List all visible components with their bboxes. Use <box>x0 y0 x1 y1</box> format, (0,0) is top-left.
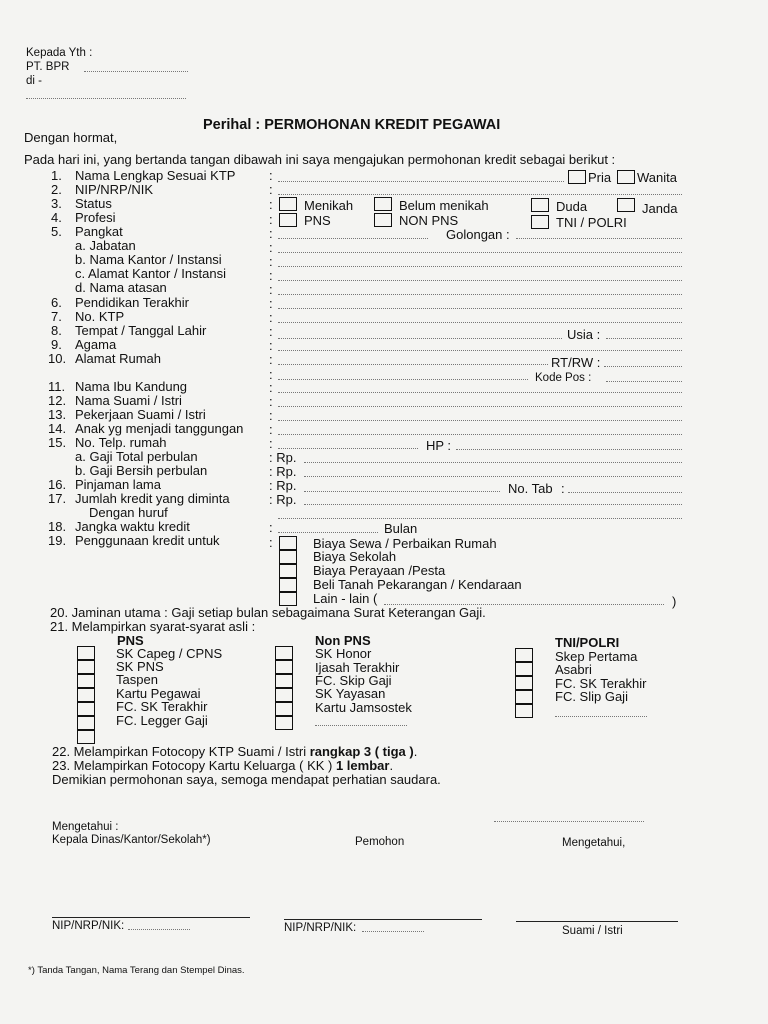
field-label-status: Status <box>75 196 112 211</box>
location-label: di - <box>26 75 42 87</box>
status-married-label: Menikah <box>304 198 354 213</box>
item-number: 5. <box>51 224 62 239</box>
office-name-field[interactable] <box>278 266 682 267</box>
req-checkbox[interactable] <box>77 660 95 674</box>
req-checkbox[interactable] <box>275 674 293 688</box>
usage-other-checkbox[interactable] <box>279 592 297 606</box>
status-widower-checkbox[interactable] <box>531 198 549 212</box>
field-label-net-salary: b. Gaji Bersih perbulan <box>75 463 208 478</box>
colon: : <box>269 408 273 423</box>
req-nonpns-item: SK Honor <box>315 646 372 661</box>
tnipolri-heading: TNI/POLRI <box>555 635 620 650</box>
gross-salary-field[interactable] <box>304 462 682 463</box>
rp-label: : Rp. <box>269 450 297 465</box>
religion-field[interactable] <box>278 350 682 351</box>
req-pns-item: Taspen <box>116 672 158 687</box>
req-checkbox[interactable] <box>275 716 293 730</box>
req-checkbox[interactable] <box>275 646 293 660</box>
usage-rent-checkbox[interactable] <box>279 536 297 550</box>
nonpns-heading: Non PNS <box>315 633 371 648</box>
nip-field[interactable] <box>278 194 682 195</box>
head-office-label: Kepala Dinas/Kantor/Sekolah*) <box>52 834 211 846</box>
field-label-office-name: b. Nama Kantor / Instansi <box>75 252 222 267</box>
field-label-amount-words: Dengan huruf <box>89 505 168 520</box>
ktp-field[interactable] <box>278 322 682 323</box>
closing-text: Demikian permohonan saya, semoga mendapat perhatian saudara. <box>52 772 441 787</box>
item-22: 22. Melampirkan Fotocopy KTP Suami / Istri rangkap 3 ( tiga ). <box>52 744 418 759</box>
colon: : <box>269 282 273 297</box>
req-tni-item: Skep Pertama <box>555 649 638 664</box>
field-label-full-name: Nama Lengkap Sesuai KTP <box>75 168 236 183</box>
item-number: 2. <box>51 182 62 197</box>
field-label-education: Pendidikan Terakhir <box>75 295 189 310</box>
colon: : <box>269 436 273 451</box>
dependents-field[interactable] <box>278 434 682 435</box>
field-label-credit-amount: Jumlah kredit yang diminta <box>75 491 230 506</box>
usage-school-checkbox[interactable] <box>279 550 297 564</box>
postal-code-field[interactable] <box>606 381 682 382</box>
req-tni-item: FC. SK Terakhir <box>555 676 647 691</box>
item-number: 9. <box>51 337 62 352</box>
status-widow-label: Janda <box>642 201 678 216</box>
req-checkbox[interactable] <box>515 704 533 718</box>
place-date-field[interactable] <box>494 821 644 822</box>
req-checkbox[interactable] <box>515 648 533 662</box>
age-label: Usia : <box>567 327 601 342</box>
greeting: Dengan hormat, <box>24 130 118 145</box>
req-checkbox[interactable] <box>515 690 533 704</box>
item-23: 23. Melampirkan Fotocopy Kartu Keluarga ( KK ) 1 lembar. <box>52 758 394 773</box>
status-single-checkbox[interactable] <box>374 197 392 211</box>
account-no-label: No. Tab <box>508 481 553 496</box>
req-nonpns-other-field[interactable] <box>315 725 407 726</box>
status-widow-checkbox[interactable] <box>617 198 635 212</box>
nip-head-field[interactable] <box>128 929 190 930</box>
colon: : <box>561 481 565 496</box>
item-number: 17. <box>48 491 67 506</box>
item-number: 14. <box>48 421 67 436</box>
golongan-field[interactable] <box>516 238 682 239</box>
field-label-rank: Pangkat <box>75 224 123 239</box>
golongan-label: Golongan : <box>446 227 510 242</box>
item-number: 10. <box>48 351 67 366</box>
field-label-position: a. Jabatan <box>75 238 136 253</box>
req-checkbox[interactable] <box>77 646 95 660</box>
profession-tni-label: TNI / POLRI <box>556 215 627 230</box>
pns-heading: PNS <box>117 633 144 648</box>
colon: : <box>269 338 273 353</box>
rank-field[interactable] <box>278 238 428 239</box>
item-20: 20. Jaminan utama : Gaji setiap bulan sebagaimana Surat Keterangan Gaji. <box>50 605 486 620</box>
gender-male-checkbox[interactable] <box>568 170 586 184</box>
bank-name-field[interactable] <box>84 71 188 72</box>
req-checkbox[interactable] <box>77 688 95 702</box>
gender-male-label: Pria <box>588 170 612 185</box>
req-pns-item: FC. Legger Gaji <box>116 713 208 728</box>
account-no-field[interactable] <box>568 492 682 493</box>
field-label-spouse-name: Nama Suami / Istri <box>75 393 182 408</box>
req-checkbox[interactable] <box>77 674 95 688</box>
item-number: 11. <box>48 379 66 394</box>
req-tni-item: Asabri <box>555 662 592 677</box>
req-checkbox[interactable] <box>275 660 293 674</box>
nip-applicant-label: NIP/NRP/NIK: <box>284 922 357 934</box>
education-field[interactable] <box>278 308 682 309</box>
colon: : <box>269 352 273 367</box>
req-checkbox[interactable] <box>515 676 533 690</box>
req-pns-item: FC. SK Terakhir <box>116 699 208 714</box>
birth-field[interactable] <box>278 338 562 339</box>
applicant-label: Pemohon <box>355 836 405 848</box>
field-label-gross-salary: a. Gaji Total perbulan <box>75 449 198 464</box>
item-21: 21. Melampirkan syarat-syarat asli : <box>50 619 256 634</box>
term-unit-label: Bulan <box>384 521 418 536</box>
colon: : <box>269 520 273 535</box>
profession-nonpns-checkbox[interactable] <box>374 213 392 227</box>
field-label-supervisor: d. Nama atasan <box>75 280 167 295</box>
colon: : <box>269 212 273 227</box>
spouse-name-field[interactable] <box>278 406 682 407</box>
req-nonpns-item: SK Yayasan <box>315 686 386 701</box>
postal-code-label: Kode Pos : <box>535 372 592 384</box>
field-label-term: Jangka waktu kredit <box>75 519 190 534</box>
supervisor-field[interactable] <box>278 294 682 295</box>
colon: : <box>269 422 273 437</box>
colon: : <box>269 197 273 212</box>
usage-party-label: Biaya Perayaan /Pesta <box>313 563 446 578</box>
home-address-line2-field[interactable] <box>278 379 528 380</box>
field-label-religion: Agama <box>75 337 117 352</box>
req-pns-item: SK PNS <box>116 659 164 674</box>
colon: : <box>269 324 273 339</box>
mother-name-field[interactable] <box>278 392 682 393</box>
item-number: 1. <box>51 168 62 183</box>
full-name-field[interactable] <box>278 181 564 182</box>
field-label-dependents: Anak yg menjadi tanggungan <box>75 421 244 436</box>
credit-amount-field[interactable] <box>304 504 682 505</box>
signature-line-spouse[interactable] <box>516 921 678 922</box>
item-number: 4. <box>51 210 62 225</box>
req-checkbox[interactable] <box>515 662 533 676</box>
req-tni-item: FC. Slip Gaji <box>555 689 628 704</box>
old-loan-field[interactable] <box>304 491 500 492</box>
item-number: 3. <box>51 196 62 211</box>
footnote: *) Tanda Tangan, Nama Terang dan Stempel Dinas. <box>28 965 245 976</box>
office-address-field[interactable] <box>278 280 682 281</box>
colon: : <box>269 535 273 550</box>
req-nonpns-item: Kartu Jamsostek <box>315 700 412 715</box>
signature-line-applicant[interactable] <box>284 919 482 920</box>
item-number: 8. <box>51 323 62 338</box>
item-number: 15. <box>48 435 67 450</box>
req-nonpns-item: Ijasah Terakhir <box>315 660 400 675</box>
usage-party-checkbox[interactable] <box>279 564 297 578</box>
rtrw-field[interactable] <box>604 366 682 367</box>
colon: : <box>269 240 273 255</box>
req-nonpns-item: FC. Skip Gaji <box>315 673 392 688</box>
addressee-label: Kepada Yth : <box>26 47 93 59</box>
location-field[interactable] <box>26 98 186 99</box>
colon: : <box>269 226 273 241</box>
field-label-nip: NIP/NRP/NIK <box>75 182 154 197</box>
usage-other-close: ) <box>672 594 677 609</box>
profession-nonpns-label: NON PNS <box>399 213 459 228</box>
req-pns-item: SK Capeg / CPNS <box>116 646 223 661</box>
colon: : <box>269 182 273 197</box>
field-label-spouse-job: Pekerjaan Suami / Istri <box>75 407 206 422</box>
rp-label: : Rp. <box>269 464 297 479</box>
bank-name-label: PT. BPR <box>26 61 70 73</box>
term-field[interactable] <box>278 532 378 533</box>
signature-line-head[interactable] <box>52 917 250 918</box>
colon: : <box>269 254 273 269</box>
colon: : <box>269 168 273 183</box>
field-label-usage: Penggunaan kredit untuk <box>75 533 220 548</box>
usage-land-label: Beli Tanah Pekarangan / Kendaraan <box>313 577 522 592</box>
phone-field[interactable] <box>278 448 418 449</box>
req-checkbox[interactable] <box>275 702 293 716</box>
colon: : <box>269 310 273 325</box>
status-single-label: Belum menikah <box>399 198 489 213</box>
hp-field[interactable] <box>456 449 682 450</box>
field-label-office-address: c. Alamat Kantor / Instansi <box>75 266 227 281</box>
req-checkbox[interactable] <box>77 702 95 716</box>
item-number: 18. <box>48 519 67 534</box>
colon: : <box>269 296 273 311</box>
intro-text: Pada hari ini, yang bertanda tangan dibawah ini saya mengajukan permohonan kredit sebagai berikut : <box>24 152 616 167</box>
profession-tni-checkbox[interactable] <box>531 215 549 229</box>
field-label-profession: Profesi <box>75 210 116 225</box>
nip-applicant-field[interactable] <box>362 931 424 932</box>
hp-label: HP : <box>426 438 452 453</box>
item-number: 7. <box>51 309 62 324</box>
colon: : <box>269 367 273 382</box>
req-tni-other-field[interactable] <box>555 716 647 717</box>
field-label-phone: No. Telp. rumah <box>75 435 167 450</box>
colon: : <box>269 380 273 395</box>
req-pns-item: Kartu Pegawai <box>116 686 201 701</box>
profession-pns-checkbox[interactable] <box>279 213 297 227</box>
status-married-checkbox[interactable] <box>279 197 297 211</box>
item-number: 19. <box>48 533 67 548</box>
age-field[interactable] <box>606 338 682 339</box>
req-checkbox[interactable] <box>77 716 95 730</box>
item-number: 13. <box>48 407 67 422</box>
field-label-ktp: No. KTP <box>75 309 125 324</box>
nip-head-label: NIP/NRP/NIK: <box>52 920 125 932</box>
field-label-old-loan: Pinjaman lama <box>75 477 161 492</box>
acknowledged-spouse-label: Mengetahui, <box>562 837 626 849</box>
position-field[interactable] <box>278 252 682 253</box>
field-label-home-address: Alamat Rumah <box>75 351 161 366</box>
gender-female-label: Wanita <box>637 170 677 185</box>
status-widower-label: Duda <box>556 199 588 214</box>
usage-land-checkbox[interactable] <box>279 578 297 592</box>
req-checkbox[interactable] <box>77 730 95 744</box>
item-number: 6. <box>51 295 62 310</box>
rp-label: : Rp. <box>269 492 297 507</box>
net-salary-field[interactable] <box>304 476 682 477</box>
amount-words-field[interactable] <box>278 518 682 519</box>
colon: : <box>269 394 273 409</box>
home-address-field[interactable] <box>278 364 548 365</box>
rtrw-label: RT/RW : <box>551 355 601 370</box>
page-title: Perihal : PERMOHONAN KREDIT PEGAWAI <box>203 117 501 133</box>
gender-female-checkbox[interactable] <box>617 170 635 184</box>
usage-rent-label: Biaya Sewa / Perbaikan Rumah <box>313 536 497 551</box>
usage-school-label: Biaya Sekolah <box>313 549 397 564</box>
acknowledged-label: Mengetahui : <box>52 821 119 833</box>
usage-other-label: Lain - lain ( <box>313 591 378 606</box>
colon: : <box>269 268 273 283</box>
rp-label: : Rp. <box>269 478 297 493</box>
req-checkbox[interactable] <box>275 688 293 702</box>
field-label-mother-name: Nama Ibu Kandung <box>75 379 188 394</box>
spouse-job-field[interactable] <box>278 420 682 421</box>
profession-pns-label: PNS <box>304 213 331 228</box>
item-number: 16. <box>48 477 67 492</box>
field-label-birth: Tempat / Tanggal Lahir <box>75 323 207 338</box>
spouse-signature-label: Suami / Istri <box>562 925 623 937</box>
item-number: 12. <box>48 393 67 408</box>
